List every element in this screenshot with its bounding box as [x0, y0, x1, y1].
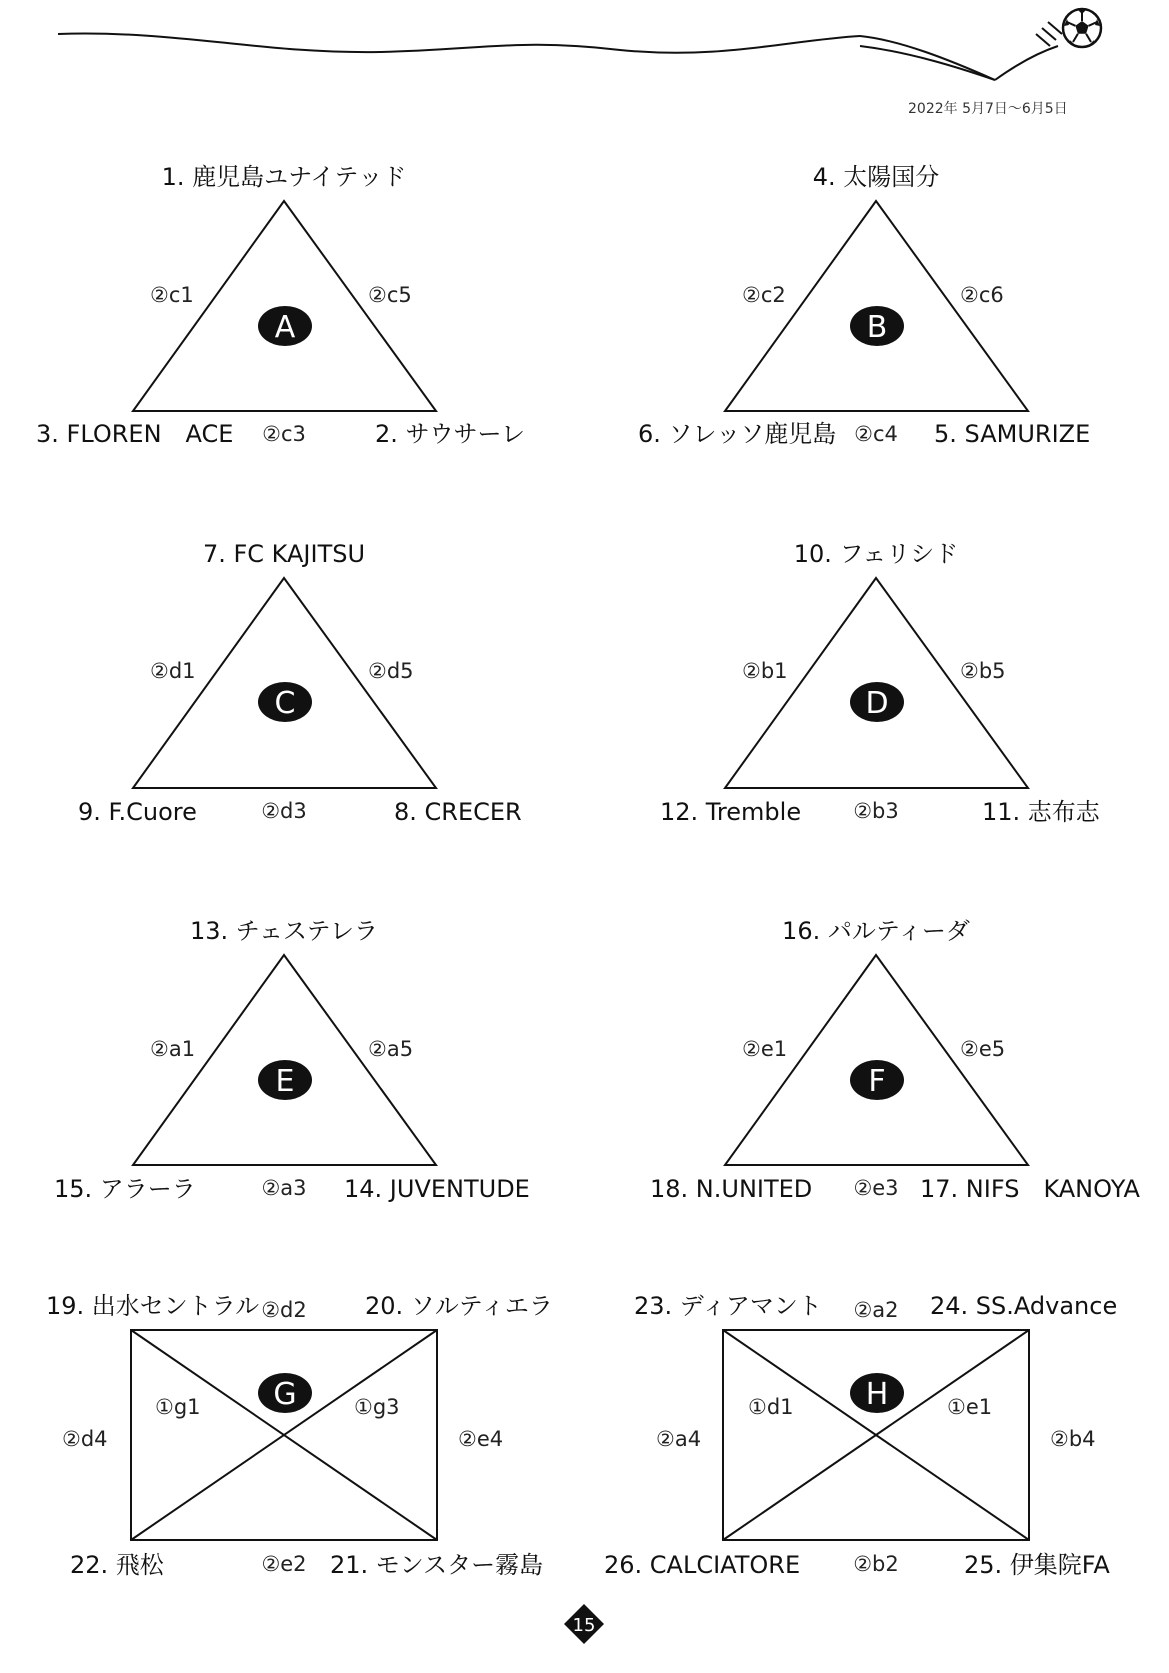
group-b — [638, 163, 1090, 448]
team-bottom-right-g: 21. モンスター霧島 — [330, 1551, 544, 1579]
team-top-right-h: 24. SS.Advance — [930, 1292, 1118, 1320]
group-label-h: H — [865, 1377, 889, 1412]
page-number: 15 — [572, 1615, 596, 1636]
header-decoration — [58, 22, 1062, 80]
team-right-e: 14. JUVENTUDE — [344, 1175, 530, 1203]
group-f — [650, 917, 1141, 1203]
team-top-right-g: 20. ソルティエラ — [365, 1292, 553, 1320]
team-right-c: 8. CRECER — [394, 798, 522, 826]
team-top-left-g: 19. 出水セントラル — [46, 1292, 260, 1320]
team-top-e: 13. チェステレラ — [189, 917, 379, 945]
slot-bottom-h: ②b2 — [853, 1552, 899, 1576]
slot-right-c: ②d5 — [368, 659, 414, 683]
group-g — [46, 1292, 553, 1579]
slot-left-b: ②c2 — [742, 283, 786, 307]
slot-diag-right-h: ①e1 — [947, 1395, 993, 1419]
slot-left-a: ②c1 — [150, 283, 194, 307]
slot-left-c: ②d1 — [150, 659, 196, 683]
slot-left-d: ②b1 — [742, 659, 788, 683]
slot-right-b: ②c6 — [960, 283, 1004, 307]
team-left-e: 15. アラーラ — [54, 1175, 196, 1203]
slot-right-e: ②a5 — [368, 1037, 414, 1061]
team-top-c: 7. FC KAJITSU — [202, 540, 366, 568]
slot-bottom-d: ②b3 — [853, 799, 899, 823]
team-left-f: 18. N.UNITED — [650, 1175, 813, 1203]
slot-diag-left-g: ①g1 — [155, 1395, 201, 1419]
group-label-c: C — [274, 686, 296, 721]
team-left-b: 6. ソレッソ鹿児島 — [638, 420, 837, 448]
team-left-c: 9. F.Cuore — [78, 798, 197, 826]
slot-right-h: ②b4 — [1050, 1427, 1096, 1451]
group-label-g: G — [273, 1377, 297, 1412]
team-bottom-left-h: 26. CALCIATORE — [604, 1551, 801, 1579]
slot-bottom-c: ②d3 — [261, 799, 307, 823]
slot-left-h: ②a4 — [656, 1427, 702, 1451]
slot-diag-left-h: ①d1 — [748, 1395, 794, 1419]
slot-right-a: ②c5 — [368, 283, 412, 307]
group-label-b: B — [866, 310, 888, 345]
team-bottom-right-h: 25. 伊集院FA — [964, 1551, 1110, 1579]
team-top-left-h: 23. ディアマント — [634, 1292, 822, 1320]
slot-right-f: ②e5 — [960, 1037, 1006, 1061]
slot-bottom-f: ②e3 — [853, 1176, 899, 1200]
slot-right-g: ②e4 — [458, 1427, 504, 1451]
team-right-b: 5. SAMURIZE — [934, 420, 1091, 448]
group-c — [78, 540, 522, 826]
group-a — [36, 163, 525, 448]
team-top-d: 10. フェリシド — [793, 540, 959, 568]
team-right-a: 2. サウサーレ — [375, 420, 526, 448]
slot-diag-right-g: ①g3 — [354, 1395, 400, 1419]
team-top-b: 4. 太陽国分 — [812, 163, 940, 191]
slot-top-h: ②a2 — [853, 1298, 899, 1322]
team-right-d: 11. 志布志 — [982, 798, 1100, 826]
group-label-f: F — [868, 1064, 886, 1099]
date-range: 2022年 5月7日〜6月5日 — [908, 101, 1068, 117]
team-bottom-left-g: 22. 飛松 — [70, 1551, 164, 1579]
slot-bottom-b: ②c4 — [854, 422, 898, 446]
group-label-e: E — [275, 1064, 295, 1099]
group-label-d: D — [865, 686, 889, 721]
team-left-a: 3. FLOREN ACE — [36, 420, 234, 448]
slot-right-d: ②b5 — [960, 659, 1006, 683]
slot-bottom-e: ②a3 — [261, 1176, 307, 1200]
team-right-f: 17. NIFS KANOYA — [920, 1175, 1140, 1203]
slot-bottom-g: ②e2 — [261, 1552, 307, 1576]
slot-left-f: ②e1 — [742, 1037, 788, 1061]
group-d — [660, 540, 1101, 826]
page-number-badge — [564, 1604, 604, 1644]
slot-bottom-a: ②c3 — [262, 422, 306, 446]
team-top-f: 16. パルティーダ — [782, 917, 970, 945]
slot-left-e: ②a1 — [150, 1037, 196, 1061]
slot-left-g: ②d4 — [62, 1427, 108, 1451]
team-top-a: 1. 鹿児島ユナイテッド — [161, 163, 407, 191]
team-left-d: 12. Tremble — [660, 798, 802, 826]
group-e — [54, 917, 530, 1203]
group-h — [604, 1292, 1117, 1579]
slot-top-g: ②d2 — [261, 1298, 307, 1322]
soccer-ball-icon — [1063, 9, 1101, 47]
group-label-a: A — [274, 310, 296, 345]
